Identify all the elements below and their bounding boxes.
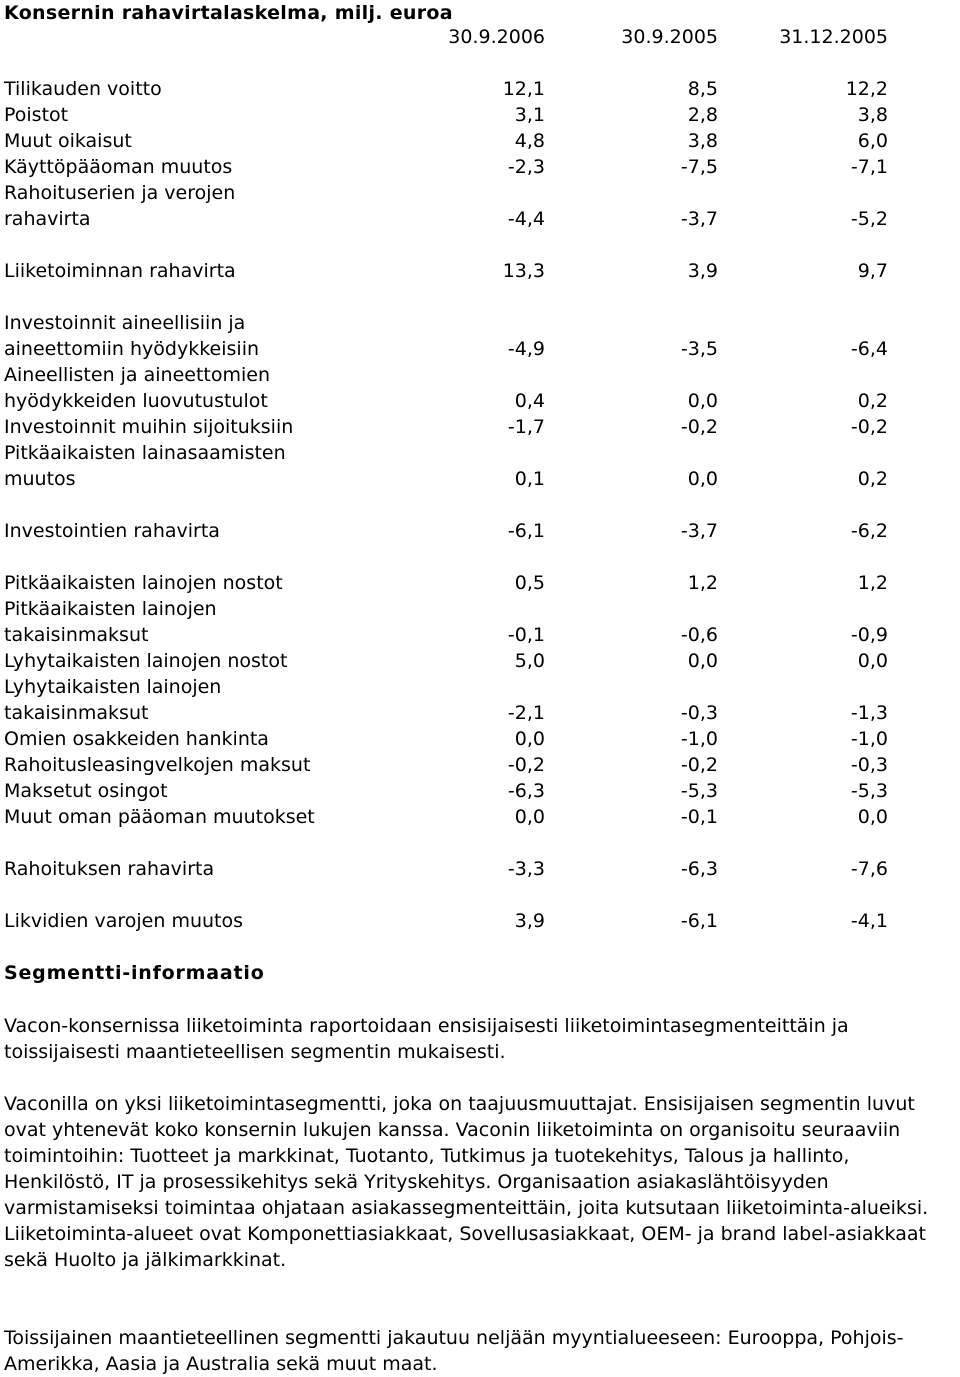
table-row [4,468,956,494]
table-row [4,754,956,780]
table-row [4,676,956,702]
row-value: -6,3 [507,780,545,802]
row-label: Käyttöpääoman muutos [4,156,233,178]
table-row [4,416,956,442]
column-header-2005-full: 31.12.2005 [779,26,888,48]
row-value: -5,3 [850,780,888,802]
row-label: rahavirta [4,208,91,230]
row-value: -0,3 [680,702,718,724]
row-value: 3,9 [514,910,545,932]
column-headers [4,26,956,52]
table-row [4,728,956,754]
row-value: -4,1 [850,910,888,932]
table-row [4,598,956,624]
row-value: -7,5 [680,156,718,178]
table-row [4,130,956,156]
row-value: 0,1 [514,468,545,490]
row-value: -0,2 [850,416,888,438]
paragraph-reporting: Vacon-konsernissa liiketoiminta raportoidaan ensisijaisesti liiketoimintasegmenteittäin ja toissijaisesti maantieteellisen segmentin mukaisesti. [4,1015,849,1063]
row-value: -6,1 [507,520,545,542]
row-label: takaisinmaksut [4,624,149,646]
row-value: -7,6 [850,858,888,880]
row-value: 3,8 [687,130,718,152]
table-row [4,260,956,286]
row-label: Poistot [4,104,69,126]
column-header-2005-q3: 30.9.2005 [621,26,718,48]
table-row [4,702,956,728]
segment-section-title: Segmentti-informaatio [4,962,265,984]
row-label: Lyhytaikaisten lainojen [4,676,222,698]
row-value: -4,9 [507,338,545,360]
table-row [4,442,956,468]
table-row [4,520,956,546]
row-label: takaisinmaksut [4,702,149,724]
row-value: 5,0 [514,650,545,672]
row-value: -0,6 [680,624,718,646]
row-label: Tilikauden voitto [4,78,162,100]
row-value: -6,3 [680,858,718,880]
table-row [4,650,956,676]
row-value: -3,5 [680,338,718,360]
row-value: -1,0 [850,728,888,750]
row-label: aineettomiin hyödykkeisiin [4,338,260,360]
table-row [4,572,956,598]
row-value: 12,2 [845,78,888,100]
row-value: -0,2 [680,754,718,776]
table-row [4,910,956,936]
row-value: -6,4 [850,338,888,360]
row-label: Liiketoiminnan rahavirta [4,260,236,282]
row-label: Muut oikaisut [4,130,132,152]
row-value: 8,5 [687,78,718,100]
row-label: Investointien rahavirta [4,520,220,542]
table-row [4,182,956,208]
row-value: -5,2 [850,208,888,230]
row-value: 9,7 [857,260,888,282]
row-value: -6,1 [680,910,718,932]
table-row [4,78,956,104]
row-value: 3,8 [857,104,888,126]
row-label: Pitkäaikaisten lainojen nostot [4,572,283,594]
row-value: 0,0 [857,650,888,672]
row-label: Likvidien varojen muutos [4,910,244,932]
row-label: muutos [4,468,76,490]
row-value: 0,0 [857,806,888,828]
table-row [4,312,956,338]
paragraph-geographic-segment: Toissijainen maantieteellinen segmentti jakautuu neljään myyntialueeseen: Eurooppa, Pohjois-Amerikka, Aasia ja Australia sekä muut maat. [4,1327,904,1375]
row-value: 0,0 [514,806,545,828]
row-value: -5,3 [680,780,718,802]
row-value: -3,7 [680,520,718,542]
row-value: 1,2 [857,572,888,594]
row-label: Investoinnit aineellisiin ja [4,312,246,334]
table-row [4,156,956,182]
row-value: 3,1 [514,104,545,126]
column-header-2006: 30.9.2006 [448,26,545,48]
row-value: -3,3 [507,858,545,880]
row-value: 0,0 [514,728,545,750]
row-value: 12,1 [502,78,545,100]
row-label: Omien osakkeiden hankinta [4,728,269,750]
row-value: -0,1 [680,806,718,828]
table-row [4,780,956,806]
row-value: -0,2 [680,416,718,438]
row-value: -3,7 [680,208,718,230]
table-row [4,390,956,416]
row-value: 0,5 [514,572,545,594]
row-value: 1,2 [687,572,718,594]
row-label: Lyhytaikaisten lainojen nostot [4,650,288,672]
row-label: Pitkäaikaisten lainojen [4,598,217,620]
row-value: 2,8 [687,104,718,126]
row-label: Investoinnit muihin sijoituksiin [4,416,294,438]
row-value: -1,7 [507,416,545,438]
row-value: 4,8 [514,130,545,152]
paragraph-business-segment: Vaconilla on yksi liiketoimintasegmentti, joka on taajuusmuuttajat. Ensisijaisen segmentin luvut ovat yhtenevät koko konsernin lukujen kanssa. Vaconin liiketoiminta on organisoitu seuraaviin toimintoihin: Tuotteet ja markkinat, Tuotanto, Tutkimus ja tuotekehitys, Talous ja hallinto, Henkilöstö, IT ja prosessikehitys sekä Yrityskehitys. Organisaation asiakaslähtöisyyden varmistamiseksi toimintaa ohjataan asiakassegmenteittäin, joita kutsutaan liiketoiminta-alueiksi. Liiketoiminta-alueet ovat Komponettiasiakkaat, Sovellusasiakkaat, OEM- ja brand label-asiakkaat sekä Huolto ja jälkimarkkinat. [4,1093,929,1271]
row-value: 13,3 [502,260,545,282]
row-value: 0,2 [857,468,888,490]
table-row [4,806,956,832]
row-label: hyödykkeiden luovutustulot [4,390,268,412]
row-value: 0,4 [514,390,545,412]
table-row [4,364,956,390]
row-value: -2,1 [507,702,545,724]
table-row [4,208,956,234]
row-label: Rahoituksen rahavirta [4,858,215,880]
row-label: Aineellisten ja aineettomien [4,364,270,386]
row-value: 3,9 [687,260,718,282]
row-value: 0,2 [857,390,888,412]
row-value: -6,2 [850,520,888,542]
table-row [4,104,956,130]
row-label: Muut oman pääoman muutokset [4,806,315,828]
row-value: 0,0 [687,390,718,412]
table-row [4,338,956,364]
row-value: 6,0 [857,130,888,152]
page-title: Konsernin rahavirtalaskelma, milj. euroa [4,2,453,24]
row-label: Maksetut osingot [4,780,168,802]
row-value: 0,0 [687,650,718,672]
row-value: -0,1 [507,624,545,646]
row-value: -7,1 [850,156,888,178]
row-value: -1,3 [850,702,888,724]
row-value: 0,0 [687,468,718,490]
row-label: Rahoitusleasingvelkojen maksut [4,754,311,776]
table-row [4,624,956,650]
row-label: Rahoituserien ja verojen [4,182,236,204]
row-value: -0,3 [850,754,888,776]
row-value: -0,9 [850,624,888,646]
row-label: Pitkäaikaisten lainasaamisten [4,442,286,464]
row-value: -4,4 [507,208,545,230]
row-value: -0,2 [507,754,545,776]
row-value: -1,0 [680,728,718,750]
table-row [4,858,956,884]
row-value: -2,3 [507,156,545,178]
